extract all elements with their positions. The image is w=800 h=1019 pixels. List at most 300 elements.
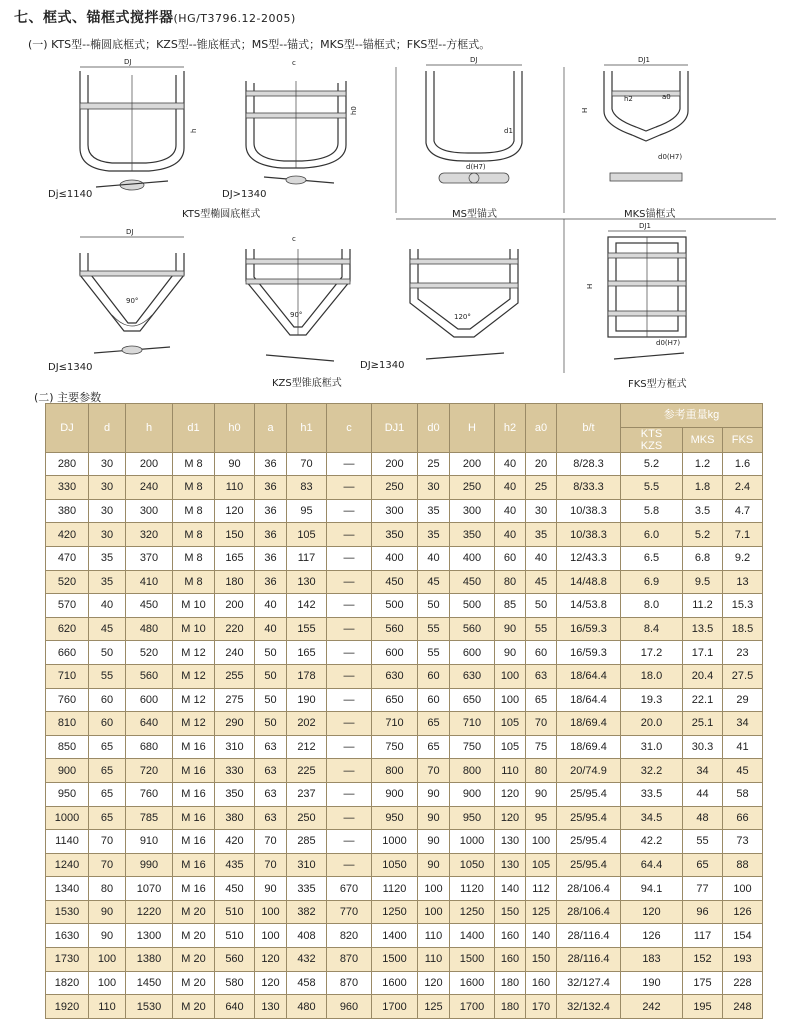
table-cell: 126 xyxy=(723,900,763,924)
table-cell: M 16 xyxy=(173,759,215,783)
table-cell: 560 xyxy=(215,948,255,972)
table-cell: 31.0 xyxy=(621,735,683,759)
table-cell: 100 xyxy=(89,948,126,972)
table-cell: 630 xyxy=(450,664,495,688)
kzs-angle90-label: 90° xyxy=(126,297,139,305)
table-cell: 520 xyxy=(126,641,173,665)
table-cell: 6.8 xyxy=(683,546,723,570)
table-cell: 130 xyxy=(287,570,327,594)
kts-dj-label: DJ xyxy=(124,58,132,66)
table-cell: 380 xyxy=(46,499,89,523)
table-header-row xyxy=(46,404,763,428)
table-cell: 60 xyxy=(89,688,126,712)
table-row xyxy=(46,877,763,901)
table-cell: 150 xyxy=(526,948,557,972)
table-cell: 50 xyxy=(255,712,287,736)
table-cell: 18/64.4 xyxy=(557,664,621,688)
table-cell: 25 xyxy=(418,452,450,476)
kzs-drawing-small xyxy=(80,228,184,354)
table-cell: M 8 xyxy=(173,570,215,594)
table-cell: 510 xyxy=(215,924,255,948)
table-cell: M 12 xyxy=(173,641,215,665)
table-cell: — xyxy=(327,570,372,594)
table-cell: 8/28.3 xyxy=(557,452,621,476)
table-cell: 1240 xyxy=(46,853,89,877)
table-cell: 70 xyxy=(255,830,287,854)
table-cell: 710 xyxy=(450,712,495,736)
table-cell: 680 xyxy=(126,735,173,759)
table-cell: 800 xyxy=(450,759,495,783)
table-cell: 350 xyxy=(215,782,255,806)
table-cell: 20.4 xyxy=(683,664,723,688)
kts-drawing-large xyxy=(246,59,358,184)
table-cell: 58 xyxy=(723,782,763,806)
table-cell: M 8 xyxy=(173,452,215,476)
table-cell: 105 xyxy=(495,712,526,736)
table-cell: 18/69.4 xyxy=(557,712,621,736)
table-cell: 8/33.3 xyxy=(557,476,621,500)
table-cell: 130 xyxy=(495,830,526,854)
ms-dj-label: DJ xyxy=(470,56,478,64)
table-cell: 290 xyxy=(215,712,255,736)
table-cell: 140 xyxy=(526,924,557,948)
table-cell: 35 xyxy=(89,570,126,594)
table-cell: 25 xyxy=(526,476,557,500)
table-cell: — xyxy=(327,641,372,665)
column-header: h1 xyxy=(287,404,327,453)
table-cell: 17.2 xyxy=(621,641,683,665)
table-cell: 90 xyxy=(89,900,126,924)
table-cell: 30 xyxy=(526,499,557,523)
table-cell: 160 xyxy=(526,971,557,995)
table-cell: 73 xyxy=(723,830,763,854)
table-cell: 40 xyxy=(418,546,450,570)
table-cell: 130 xyxy=(495,853,526,877)
table-cell: 110 xyxy=(418,948,450,972)
mks-drawing xyxy=(581,56,688,181)
table-cell: 36 xyxy=(255,476,287,500)
mks-a0-label: a0 xyxy=(662,93,671,101)
table-cell: 55 xyxy=(89,664,126,688)
table-cell: 117 xyxy=(287,546,327,570)
table-cell: 5.2 xyxy=(683,523,723,547)
table-cell: 28/116.4 xyxy=(557,948,621,972)
table-cell: M 10 xyxy=(173,594,215,618)
table-cell: M 16 xyxy=(173,806,215,830)
table-cell: 155 xyxy=(287,617,327,641)
table-cell: 1920 xyxy=(46,995,89,1019)
table-cell: 100 xyxy=(89,971,126,995)
table-cell: 100 xyxy=(255,924,287,948)
table-cell: 30 xyxy=(418,476,450,500)
table-cell: 22.1 xyxy=(683,688,723,712)
kts-note-large: DJ>1340 xyxy=(222,189,267,200)
table-cell: 40 xyxy=(255,594,287,618)
table-cell: M 16 xyxy=(173,782,215,806)
table-cell: M 8 xyxy=(173,523,215,547)
table-cell: 600 xyxy=(372,641,418,665)
table-cell: 8.4 xyxy=(621,617,683,641)
table-cell: 117 xyxy=(683,924,723,948)
table-cell: 25.1 xyxy=(683,712,723,736)
table-cell: 250 xyxy=(372,476,418,500)
table-cell: 105 xyxy=(287,523,327,547)
table-cell: 55 xyxy=(683,830,723,854)
table-cell: 820 xyxy=(327,924,372,948)
table-cell: 280 xyxy=(46,452,89,476)
table-cell: M 16 xyxy=(173,853,215,877)
table-cell: 400 xyxy=(372,546,418,570)
table-cell: 130 xyxy=(255,995,287,1019)
table-cell: 480 xyxy=(126,617,173,641)
table-cell: 1730 xyxy=(46,948,89,972)
table-cell: 870 xyxy=(327,948,372,972)
table-cell: 35 xyxy=(526,523,557,547)
table-cell: 36 xyxy=(255,523,287,547)
kzs-dj-label: DJ xyxy=(126,228,134,236)
table-cell: 60 xyxy=(89,712,126,736)
kts-h0-label: h0 xyxy=(350,106,358,115)
table-row xyxy=(46,806,763,830)
table-cell: 310 xyxy=(215,735,255,759)
table-cell: 1220 xyxy=(126,900,173,924)
column-header: d0 xyxy=(418,404,450,453)
table-cell: 12/43.3 xyxy=(557,546,621,570)
table-cell: 710 xyxy=(372,712,418,736)
table-row xyxy=(46,546,763,570)
table-cell: 900 xyxy=(450,782,495,806)
table-cell: 100 xyxy=(418,900,450,924)
table-cell: M 20 xyxy=(173,900,215,924)
table-cell: 55 xyxy=(418,641,450,665)
table-cell: 420 xyxy=(215,830,255,854)
table-row xyxy=(46,523,763,547)
table-cell: 75 xyxy=(526,735,557,759)
table-cell: 45 xyxy=(526,570,557,594)
table-cell: 480 xyxy=(287,995,327,1019)
table-cell: 248 xyxy=(723,995,763,1019)
table-cell: — xyxy=(327,523,372,547)
table-cell: 600 xyxy=(126,688,173,712)
column-header: d1 xyxy=(173,404,215,453)
table-cell: 14/48.8 xyxy=(557,570,621,594)
table-cell: 6.9 xyxy=(621,570,683,594)
table-cell: 154 xyxy=(723,924,763,948)
table-cell: 5.2 xyxy=(621,452,683,476)
fks-caption: FKS型方框式 xyxy=(628,379,687,390)
table-cell: 500 xyxy=(450,594,495,618)
table-cell: 1530 xyxy=(46,900,89,924)
table-cell: 1700 xyxy=(450,995,495,1019)
table-cell: M 20 xyxy=(173,995,215,1019)
table-cell: 240 xyxy=(126,476,173,500)
table-cell: 165 xyxy=(287,641,327,665)
table-cell: 41 xyxy=(723,735,763,759)
table-cell: 200 xyxy=(372,452,418,476)
table-cell: 152 xyxy=(683,948,723,972)
params-table xyxy=(45,403,763,1019)
table-cell: 670 xyxy=(327,877,372,901)
table-row xyxy=(46,900,763,924)
table-cell: 15.3 xyxy=(723,594,763,618)
agitator-drawings xyxy=(34,53,776,391)
kzs-drawing-120 xyxy=(410,249,518,359)
table-cell: 202 xyxy=(287,712,327,736)
table-cell: 150 xyxy=(495,900,526,924)
table-cell: 1140 xyxy=(46,830,89,854)
column-header: a0 xyxy=(526,404,557,453)
table-cell: 190 xyxy=(287,688,327,712)
table-row xyxy=(46,594,763,618)
table-cell: 60 xyxy=(418,664,450,688)
table-cell: 183 xyxy=(621,948,683,972)
table-cell: 9.2 xyxy=(723,546,763,570)
table-row xyxy=(46,712,763,736)
table-cell: 90 xyxy=(255,877,287,901)
table-cell: 110 xyxy=(495,759,526,783)
table-cell: 20/74.9 xyxy=(557,759,621,783)
table-cell: — xyxy=(327,806,372,830)
table-cell: 50 xyxy=(255,688,287,712)
table-cell: 1120 xyxy=(450,877,495,901)
column-header: H xyxy=(450,404,495,453)
table-row xyxy=(46,995,763,1019)
table-row xyxy=(46,948,763,972)
table-cell: 1820 xyxy=(46,971,89,995)
table-cell: 40 xyxy=(495,523,526,547)
table-cell: — xyxy=(327,759,372,783)
table-cell: 6.0 xyxy=(621,523,683,547)
table-cell: M 20 xyxy=(173,948,215,972)
table-cell: 750 xyxy=(450,735,495,759)
table-cell: M 12 xyxy=(173,688,215,712)
table-cell: 55 xyxy=(418,617,450,641)
table-cell: 9.5 xyxy=(683,570,723,594)
table-cell: 785 xyxy=(126,806,173,830)
table-cell: 48 xyxy=(683,806,723,830)
table-cell: 50 xyxy=(418,594,450,618)
table-cell: 3.5 xyxy=(683,499,723,523)
table-cell: 100 xyxy=(418,877,450,901)
table-cell: 65 xyxy=(418,712,450,736)
table-cell: 1450 xyxy=(126,971,173,995)
table-row xyxy=(46,782,763,806)
table-cell: 5.5 xyxy=(621,476,683,500)
table-cell: 120 xyxy=(495,782,526,806)
table-cell: 32.2 xyxy=(621,759,683,783)
table-cell: — xyxy=(327,594,372,618)
table-cell: 1500 xyxy=(372,948,418,972)
table-cell: 193 xyxy=(723,948,763,972)
table-cell: 5.8 xyxy=(621,499,683,523)
table-cell: 1250 xyxy=(450,900,495,924)
ms-drawing xyxy=(426,56,522,183)
table-cell: 18/64.4 xyxy=(557,688,621,712)
table-cell: 65 xyxy=(526,688,557,712)
table-cell: 90 xyxy=(418,830,450,854)
table-cell: 64.4 xyxy=(621,853,683,877)
mks-d0h7-label: d0(H7) xyxy=(658,153,683,161)
table-cell: 105 xyxy=(495,735,526,759)
table-cell: 200 xyxy=(215,594,255,618)
table-cell: 70 xyxy=(418,759,450,783)
table-cell: 300 xyxy=(126,499,173,523)
table-cell: 28/106.4 xyxy=(557,877,621,901)
table-cell: 640 xyxy=(126,712,173,736)
table-cell: 120 xyxy=(621,900,683,924)
table-cell: 16/59.3 xyxy=(557,641,621,665)
table-cell: 300 xyxy=(450,499,495,523)
table-cell: 120 xyxy=(215,499,255,523)
table-cell: 1600 xyxy=(372,971,418,995)
table-cell: 580 xyxy=(215,971,255,995)
table-cell: 50 xyxy=(255,664,287,688)
table-cell: 950 xyxy=(450,806,495,830)
table-cell: 1400 xyxy=(450,924,495,948)
table-cell: 13.5 xyxy=(683,617,723,641)
table-cell: 250 xyxy=(287,806,327,830)
table-cell: 33.5 xyxy=(621,782,683,806)
table-cell: 180 xyxy=(215,570,255,594)
table-cell: — xyxy=(327,712,372,736)
kts-drawing-small xyxy=(80,58,198,190)
column-header: b/t xyxy=(557,404,621,453)
table-cell: 510 xyxy=(215,900,255,924)
mks-caption: MKS锚框式 xyxy=(624,209,676,220)
table-cell: 650 xyxy=(450,688,495,712)
table-cell: 63 xyxy=(526,664,557,688)
table-cell: 950 xyxy=(46,782,89,806)
table-cell: 50 xyxy=(526,594,557,618)
standard-code: (HG/T3796.12-2005) xyxy=(173,12,296,25)
table-cell: 435 xyxy=(215,853,255,877)
table-cell: 65 xyxy=(89,806,126,830)
table-cell: 35 xyxy=(418,499,450,523)
table-cell: 100 xyxy=(495,664,526,688)
table-cell: 70 xyxy=(526,712,557,736)
table-cell: 450 xyxy=(126,594,173,618)
fks-drawing xyxy=(586,222,686,359)
table-cell: 200 xyxy=(126,452,173,476)
table-cell: 165 xyxy=(215,546,255,570)
kts-c-label: c xyxy=(292,59,296,67)
table-cell: 36 xyxy=(255,499,287,523)
table-cell: 27.5 xyxy=(723,664,763,688)
table-cell: M 20 xyxy=(173,971,215,995)
table-cell: 110 xyxy=(215,476,255,500)
table-cell: 570 xyxy=(46,594,89,618)
table-cell: 50 xyxy=(255,641,287,665)
mks-dj1-label: DJ1 xyxy=(638,56,650,64)
table-cell: 220 xyxy=(215,617,255,641)
table-cell: 65 xyxy=(89,759,126,783)
table-cell: 125 xyxy=(418,995,450,1019)
table-cell: 630 xyxy=(372,664,418,688)
table-cell: 25/95.4 xyxy=(557,806,621,830)
table-cell: 275 xyxy=(215,688,255,712)
table-cell: 660 xyxy=(46,641,89,665)
table-cell: — xyxy=(327,617,372,641)
table-cell: 90 xyxy=(418,853,450,877)
kts-h-label: h xyxy=(190,128,198,133)
fks-dj1-label: DJ1 xyxy=(639,222,651,230)
table-cell: 450 xyxy=(372,570,418,594)
table-cell: M 12 xyxy=(173,712,215,736)
table-row xyxy=(46,830,763,854)
table-cell: 11.2 xyxy=(683,594,723,618)
table-cell: 30 xyxy=(89,452,126,476)
table-cell: 1050 xyxy=(372,853,418,877)
table-row xyxy=(46,570,763,594)
table-cell: 40 xyxy=(255,617,287,641)
table-cell: 450 xyxy=(215,877,255,901)
table-cell: 60 xyxy=(495,546,526,570)
table-cell: M 8 xyxy=(173,476,215,500)
table-cell: 44 xyxy=(683,782,723,806)
table-cell: 1000 xyxy=(46,806,89,830)
table-cell: 45 xyxy=(723,759,763,783)
kzs-c-label: c xyxy=(292,235,296,243)
table-cell: 420 xyxy=(46,523,89,547)
kzs-angle-label-b: 90° xyxy=(290,311,303,319)
table-cell: 560 xyxy=(126,664,173,688)
fks-d0h7-label: d0(H7) xyxy=(656,339,681,347)
table-cell: 50 xyxy=(89,641,126,665)
weight-column-header: MKS xyxy=(683,427,723,452)
table-cell: 95 xyxy=(287,499,327,523)
column-header: DJ1 xyxy=(372,404,418,453)
table-cell: 80 xyxy=(495,570,526,594)
table-cell: M 20 xyxy=(173,924,215,948)
column-header: h xyxy=(126,404,173,453)
table-cell: 65 xyxy=(89,735,126,759)
table-cell: 100 xyxy=(255,900,287,924)
table-cell: 870 xyxy=(327,971,372,995)
table-cell: 200 xyxy=(450,452,495,476)
table-cell: — xyxy=(327,499,372,523)
table-cell: — xyxy=(327,735,372,759)
table-row xyxy=(46,617,763,641)
table-cell: 175 xyxy=(683,971,723,995)
table-cell: 70 xyxy=(89,853,126,877)
table-cell: 650 xyxy=(372,688,418,712)
table-cell: 90 xyxy=(495,641,526,665)
table-cell: 70 xyxy=(89,830,126,854)
table-cell: 640 xyxy=(215,995,255,1019)
table-cell: 8.0 xyxy=(621,594,683,618)
table-cell: — xyxy=(327,688,372,712)
table-cell: 90 xyxy=(215,452,255,476)
table-cell: 30 xyxy=(89,523,126,547)
table-cell: 1700 xyxy=(372,995,418,1019)
table-cell: 900 xyxy=(46,759,89,783)
table-cell: M 8 xyxy=(173,499,215,523)
table-cell: 100 xyxy=(495,688,526,712)
table-cell: 65 xyxy=(683,853,723,877)
table-cell: 40 xyxy=(495,476,526,500)
table-cell: 560 xyxy=(372,617,418,641)
table-cell: 1380 xyxy=(126,948,173,972)
table-cell: 63 xyxy=(255,759,287,783)
table-cell: — xyxy=(327,452,372,476)
page-title: 七、框式、锚框式搅拌器(HG/T3796.12-2005) xyxy=(14,10,296,26)
table-cell: 410 xyxy=(126,570,173,594)
ms-d1-label: d1 xyxy=(504,127,513,135)
kzs-note-small: DJ≤1340 xyxy=(48,362,93,373)
table-cell: 910 xyxy=(126,830,173,854)
table-cell: 1530 xyxy=(126,995,173,1019)
table-cell: 40 xyxy=(495,499,526,523)
